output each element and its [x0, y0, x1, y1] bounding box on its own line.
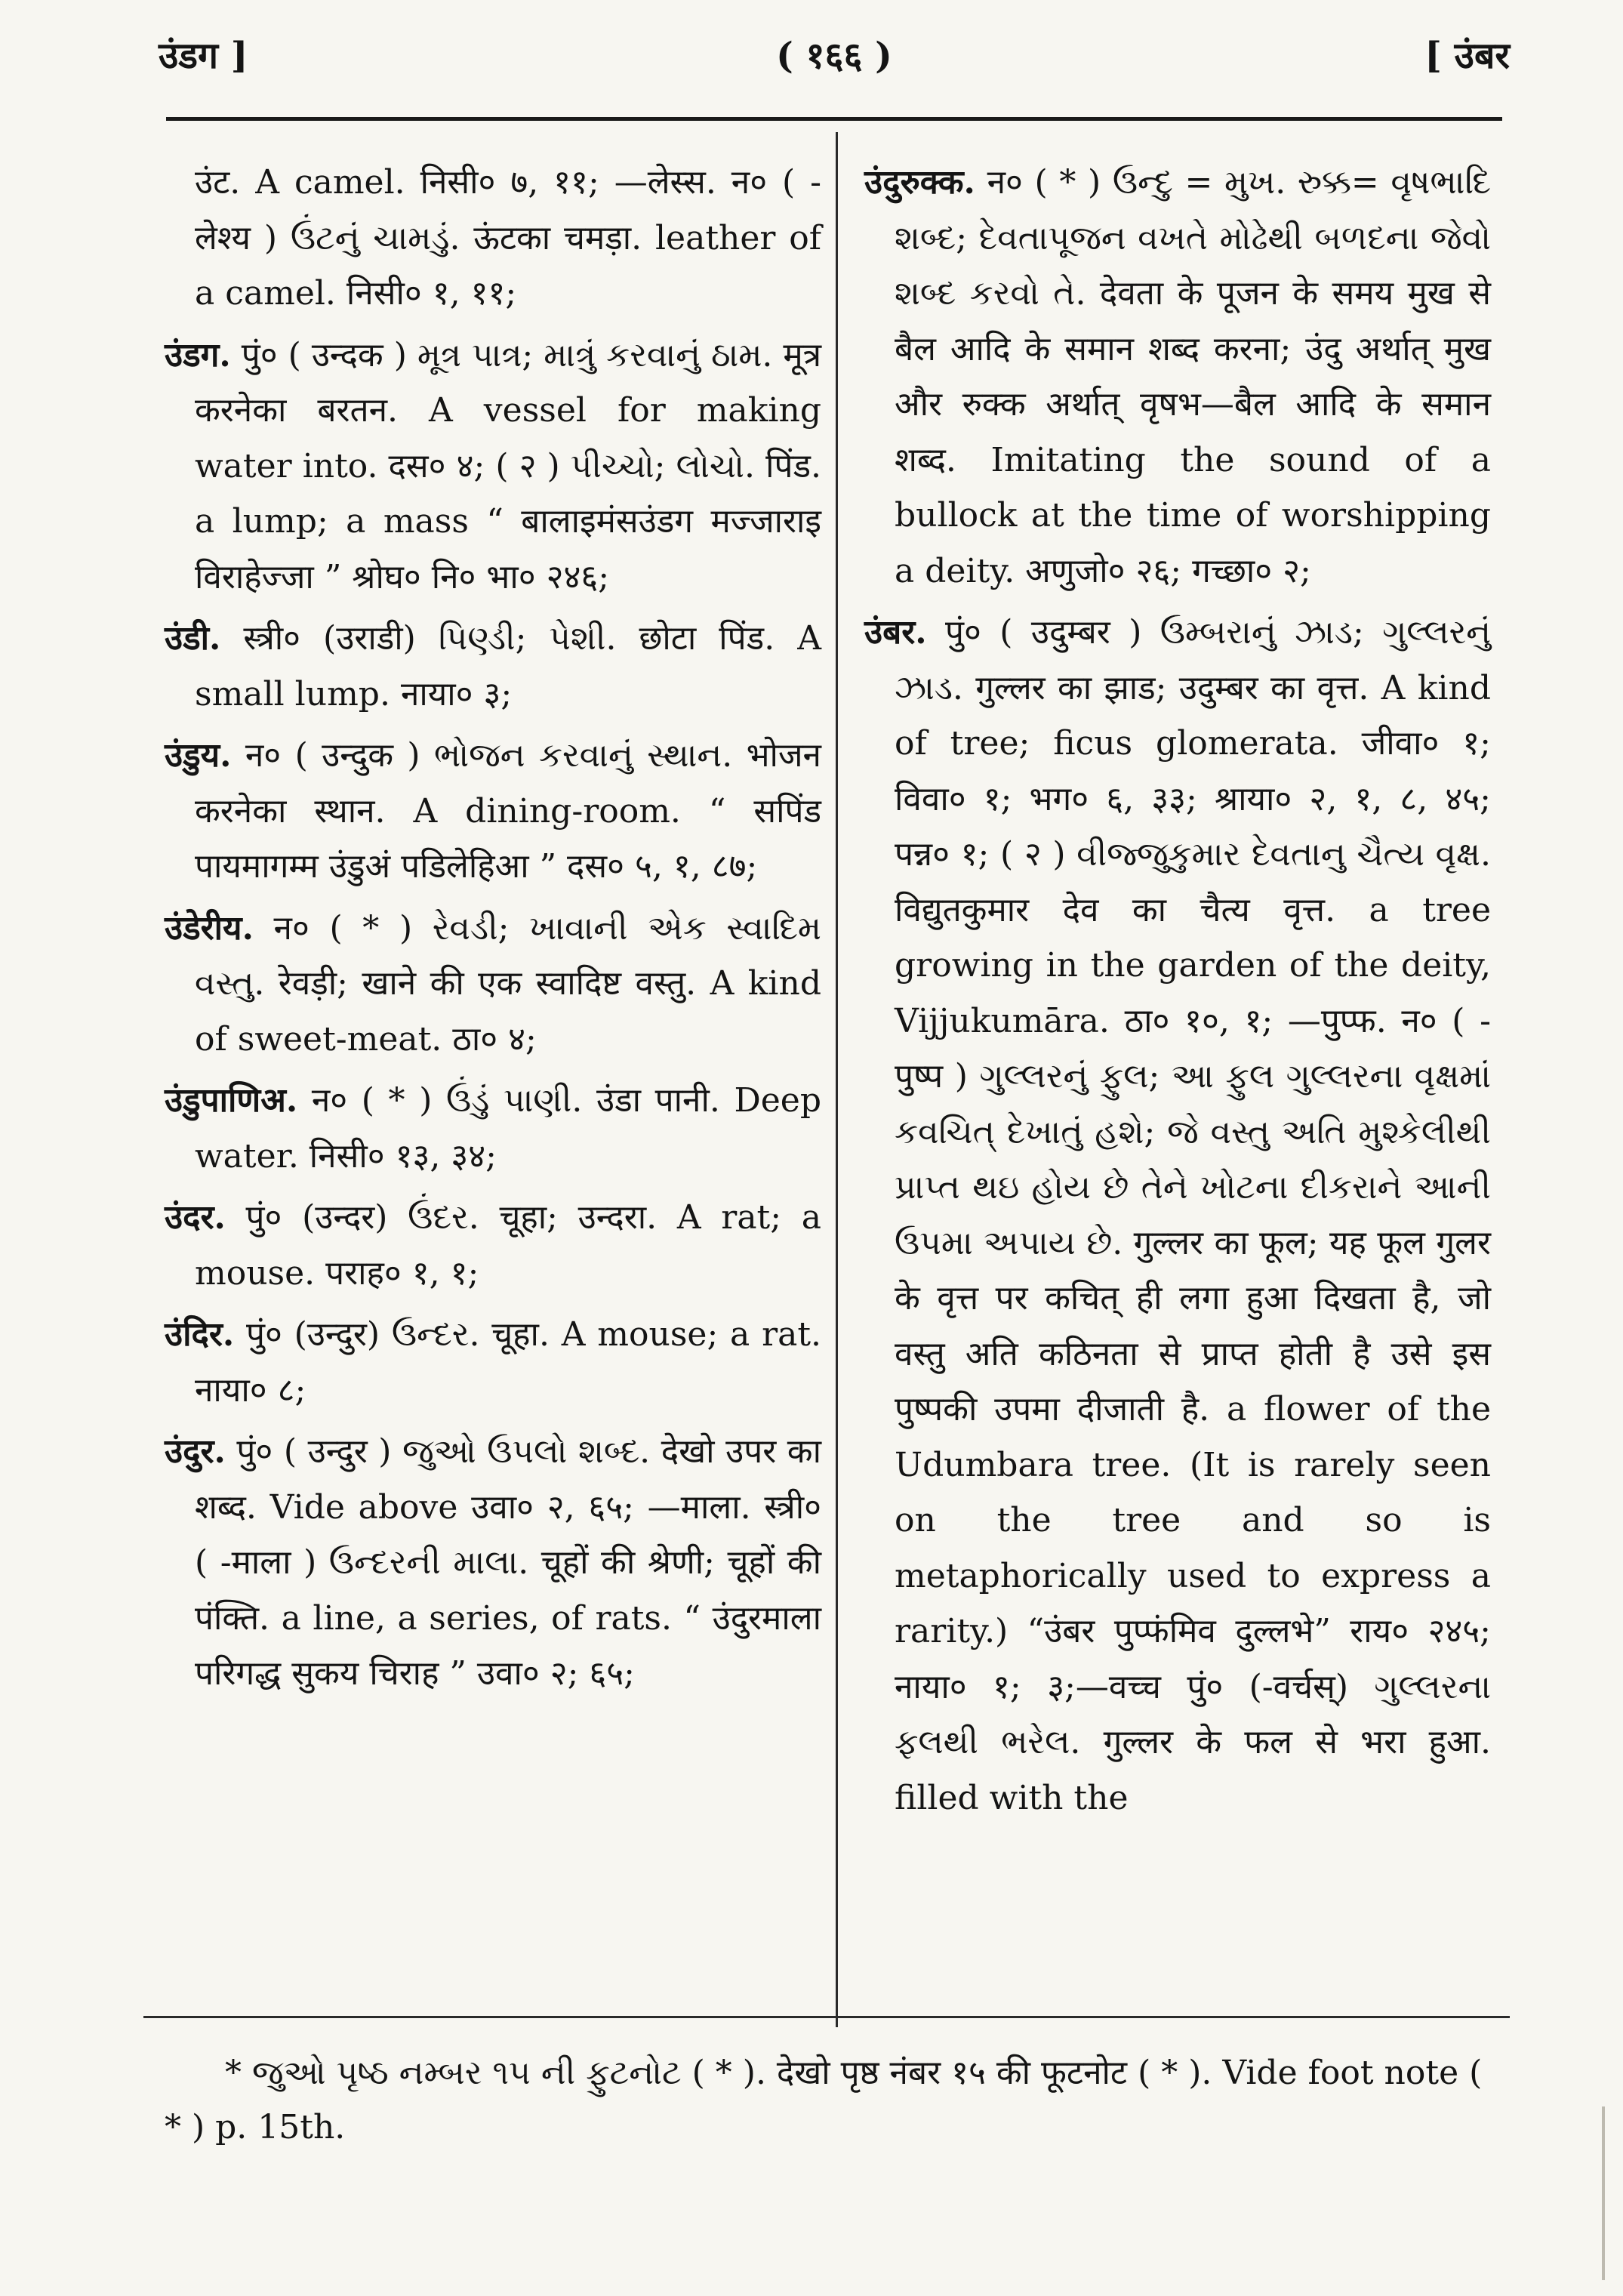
- right-column: [864, 155, 1491, 1832]
- dictionary-entry: उंडुय. न० ( उन्दुक ) ભોજન કરવાનું સ્થાન. भोजन करनेका स्थान. A dining-room. “ सपिंड पायमागम्म उंडुअं पडिलेहिआ ” दस० ५, १, ८७;: [165, 736, 821, 886]
- column-divider: [836, 132, 838, 2027]
- header-first-word: उंडग ]: [159, 35, 248, 77]
- dictionary-entry: उंबर. पुं० ( उदुम्बर ) ઉમ્બરાનું ઝાડ; ગુલ્લરનું ઝાડ. गुल्लर का झाड; उदुम्बर का वृत्त. A kind of tree; ficus glomerata. जीवा० १; विवा० १; भग० ६, ३३; श्राया० २, १, ८, ४५; पन्न० १; ( २ ) વીજ્જુકુમાર દેવતાનુ ચૈત્ય વૃક્ષ. विद्युतकुमार देव का चैत्य वृत्त. a tree growing in the garden of the deity, Vijjukumāra. ठा० १०, १; —पुप्फ. न० ( -पुष्प ) ગુલ્લરનું ફુલ; આ ફુલ ગુલ્લરના વૃક્ષમાં કવચિત્ દેખાતું હશે; જે વસ્તુ અતિ મુશ્કેલીથી પ્રાપ્ત થઇ હોય છે તેને ખોટના દીકરાને આની ઉપમા અપાય છે. गुल्लर का फूल; यह फूल गुलर के वृत्त पर कचित् ही लगा हुआ दिखता है, जो वस्तु अति कठिनता से प्राप्त होती है उसे इस पुष्पकी उपमा दीजाती है. a flower of the Udumbara tree. (It is rarely seen on the tree and so is metaphorically used to express a rarity.) “उंबर पुप्फंमिव दुल्लभे” राय० २४५; नाया० १; ३;—वच्च पुं० (-वर्चस्) ગુલ્લરના ફલથી ભરેલ. गुल्लर के फल से भरा हुआ. filled with the: [864, 613, 1491, 1817]
- entry-headword: उंडुपाणिअ.: [165, 1081, 298, 1120]
- dictionary-entry: उंडग. पुं० ( उन्दक ) મૂત્ર પાત્ર; માત્રું કરવાનું ઠામ. मूत्र करनेका बरतन. A vessel for making water into. दस० ४; ( २ ) પીચ્ચો; લોચો. पिंड. a lump; a mass “ बालाइमंसउंडग मज्जाराइ विराहेज्जा ” श्रोघ० नि० भा० २४६;: [165, 335, 821, 596]
- footnote-rule: [143, 2016, 1510, 2018]
- dictionary-entry: उंदुर. पुं० ( उन्दुर ) જુઓ ઉપલો શબ્દ. देखो उपर का शब्द. Vide above उवा० २, ६५; —माला. स्त्री० ( -माला ) ઉન્દરની માલા. चूहों की श्रेणी; चूहों की पंक्ति. a line, a series, of rats. “ उंदुरमाला परिगद्ध सुकय चिराह ” उवा० २; ६५;: [165, 1432, 821, 1693]
- entry-headword: उंडी.: [165, 619, 221, 658]
- footnote: * જુઓ પૃષ્ઠ નમ્બર ૧૫ ની ફુટનોટ ( * ). देखो पृष्ठ नंबर १५ की फूटनोट ( * ). Vide foot note ( * ) p. 15th.: [165, 2054, 1483, 2147]
- entry-headword: उंदुर.: [165, 1432, 226, 1471]
- header-last-word: [ उंबर: [1424, 35, 1510, 77]
- dictionary-entry: उंडुपाणिअ. न० ( * ) ઉંડું પાણી. उंडा पानी. Deep water. निसी० १३, ३४;: [165, 1081, 821, 1176]
- entry-headword: उंदुरुक्क.: [864, 163, 975, 202]
- entry-headword: उंबर.: [864, 613, 927, 652]
- entry-headword: उंडग.: [165, 335, 231, 374]
- dictionary-entry: उंदुरुक्क. न० ( * ) ઉન્દુ = મુખ. રુક્ક= વૃષભાદિ શબ્દ; દેવતાપૂજન વખતે મોઢેથી બળદના જેવો શબ્દ કરવો તે. देवता के पूजन के समय मुख से बैल आदि के समान शब्द करना; उंदु अर्थात् मुख और रुक्क अर्थात् वृषभ—बैल आदि के समान शब्द. Imitating the sound of a bullock at the time of worshipping a deity. अणुजो० २६; गच्छा० २;: [864, 163, 1491, 590]
- header-rule: [166, 117, 1502, 121]
- page-number: ( १६६ ): [776, 35, 892, 77]
- dictionary-entry: उंदर. पुं० (उन्दर) ઉંદર. चूहा; उन्दरा. A rat; a mouse. पराह० १, १;: [165, 1198, 821, 1293]
- scan-edge-mark: [1602, 2106, 1605, 2280]
- left-column: [165, 155, 821, 1708]
- dictionary-entry: उंदिर. पुं० (उन्दुर) ઉન્દર. चूहा. A mouse; a rat. नाया० ८;: [165, 1315, 821, 1410]
- dictionary-entry: उंट. A camel. निसी० ७, ११; —लेस्स. न० ( -लेश्य ) ઉંટનું ચામડું. ऊंटका चमड़ा. leather of a camel. निसी० १, ११;: [195, 163, 822, 313]
- entry-headword: उंदिर.: [165, 1315, 235, 1354]
- entry-headword: उंडेरीय.: [165, 908, 254, 948]
- entry-headword: उंडुय.: [165, 736, 232, 775]
- page-header: [159, 30, 1510, 106]
- dictionary-entry: उंडी. स्त्री० (उराडी) પિણ્ડી; પેશી. छोटा पिंड. A small lump. नाया० ३;: [165, 619, 821, 713]
- dictionary-entry: उंडेरीय. न० ( * ) રેવડી; ખાવાની એક સ્વાદિમ વસ્તુ. रेवड़ी; खाने की एक स्वादिष्ट वस्तु. A kind of sweet-meat. ठा० ४;: [165, 908, 821, 1059]
- entry-headword: उंदर.: [165, 1198, 226, 1237]
